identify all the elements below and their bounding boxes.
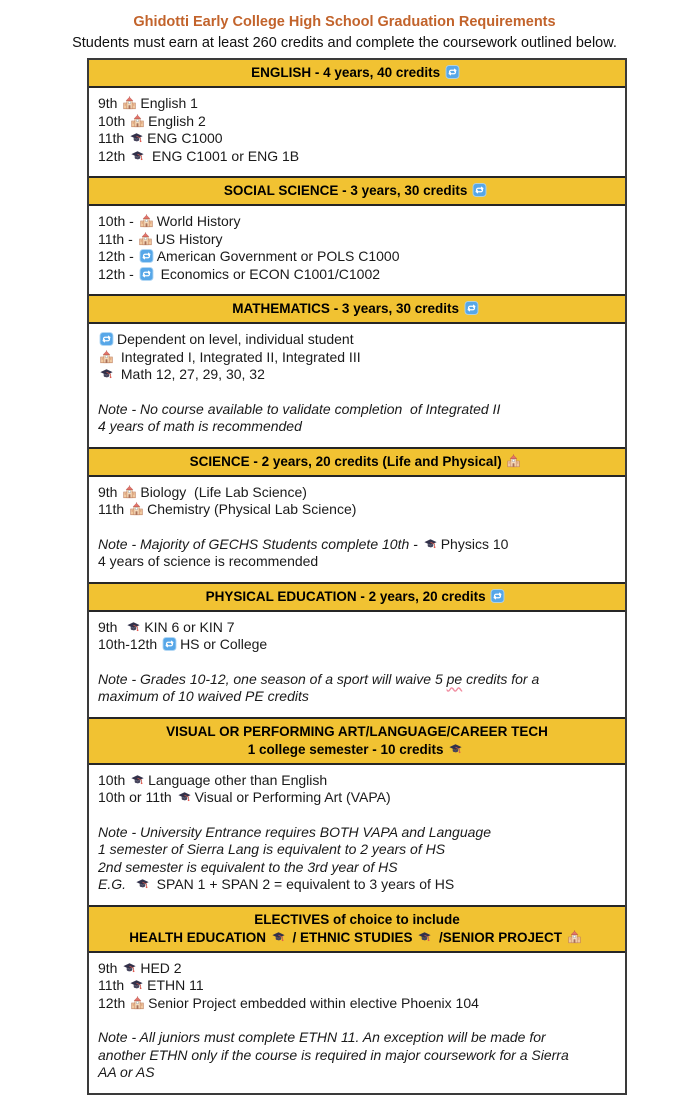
grad-cap-icon (130, 149, 145, 163)
text-segment: SOCIAL SCIENCE - 3 years, 30 credits (223, 183, 472, 198)
section-header-english (89, 60, 625, 88)
course-line (98, 95, 617, 113)
grad-cap-icon (126, 620, 141, 634)
text-segment: HS or College (180, 636, 268, 652)
grad-cap-icon (271, 930, 286, 944)
course-line (98, 484, 617, 502)
text-segment: HEALTH EDUCATION (129, 929, 270, 945)
header-line (93, 300, 621, 318)
repeat-icon (445, 65, 460, 79)
section-body-electives (89, 953, 625, 1093)
text-segment: Language other than English (148, 771, 328, 788)
course-line (98, 213, 617, 231)
text-segment: another ETHN only if the course is required in major coursework for a Sierra (98, 1046, 569, 1063)
section-header-science (89, 447, 625, 477)
course-line (98, 789, 617, 807)
school-icon (129, 502, 144, 516)
course-line (98, 113, 617, 131)
text-segment: 11th (98, 501, 129, 517)
text-segment: AA or AS (98, 1064, 155, 1080)
note-line (98, 553, 617, 571)
text-segment: 10th - (98, 213, 138, 229)
course-line (98, 266, 617, 284)
course-line (98, 501, 617, 519)
header-line (93, 588, 621, 606)
section-body-vapa-language-career-tech (89, 765, 625, 905)
note-line (98, 841, 617, 859)
text-segment: US History (155, 230, 223, 247)
text-segment: English 1 (140, 95, 198, 111)
header-line (93, 911, 621, 929)
course-line (98, 772, 617, 790)
text-segment: PHYSICAL EDUCATION - 2 years, 20 credits (205, 588, 490, 604)
text-segment: pe (446, 670, 463, 687)
grad-cap-icon (130, 773, 145, 787)
school-icon (139, 214, 154, 228)
school-icon (99, 350, 114, 364)
header-line (93, 64, 621, 82)
text-segment: ETHN 11 (147, 977, 204, 993)
text-segment: English 2 (148, 112, 206, 129)
text-segment: ENGLISH - 4 years, 40 credits (251, 65, 444, 80)
header-line (93, 453, 621, 471)
course-line (98, 331, 617, 349)
course-line (98, 619, 617, 637)
repeat-icon (490, 589, 505, 603)
text-segment: / ETHNIC STUDIES (288, 929, 417, 945)
repeat-icon (99, 332, 114, 346)
page-subtitle: Students must earn at least 260 credits and complete the coursework outlined below. (72, 35, 617, 51)
text-segment: SCIENCE - 2 years, 20 credits (Life and Physical) (189, 453, 506, 469)
text-segment: 4 years of science is recommended (98, 553, 319, 569)
grad-cap-icon (423, 537, 438, 551)
note-line (98, 671, 617, 689)
section-body-english (89, 88, 625, 176)
header-line (93, 182, 621, 200)
text-segment: 10th or 11th (98, 789, 176, 805)
section-notes-science (98, 536, 617, 571)
school-icon (130, 996, 145, 1010)
text-segment: 12th (98, 994, 130, 1011)
header-line (93, 741, 621, 759)
text-segment: MATHEMATICS - 3 years, 30 credits (232, 301, 463, 316)
requirements-table (87, 58, 627, 1095)
text-segment: 10th (98, 112, 130, 129)
text-segment: Physics 10 (440, 535, 509, 552)
note-line (98, 824, 617, 842)
course-line (98, 995, 617, 1013)
text-segment: 10th (98, 771, 130, 788)
text-segment: 2nd semester is equivalent to the 3rd year of HS (98, 858, 398, 875)
school-icon (130, 114, 145, 128)
course-line (98, 636, 617, 654)
text-segment: Note - No course available to validate completion of Integrated II (98, 400, 501, 417)
text-segment: Biology (Life Lab Science) (140, 483, 307, 500)
course-line (98, 960, 617, 978)
note-line (98, 418, 617, 436)
text-segment: VISUAL OR PERFORMING ART/LANGUAGE/CAREER TECH (166, 723, 548, 739)
text-segment: KIN 6 or KIN 7 (144, 618, 235, 635)
text-segment: Note - All juniors must complete ETHN 11. An exception will be made for (98, 1029, 546, 1045)
text-segment: 12th (98, 147, 130, 164)
note-line (98, 536, 617, 554)
text-segment: 10th-12th (98, 636, 162, 652)
grad-cap-icon (99, 367, 114, 381)
section-body-mathematics (89, 324, 625, 447)
school-icon (506, 454, 521, 468)
course-line (98, 349, 617, 367)
section-science (89, 447, 625, 582)
section-header-physical-education (89, 582, 625, 612)
grad-cap-icon (177, 790, 192, 804)
text-segment: 12th - (98, 265, 138, 282)
section-notes-vapa-language-career-tech (98, 824, 617, 894)
text-segment: Note - Majority of GECHS Students complete 10th - (98, 535, 422, 552)
repeat-icon (139, 267, 154, 281)
text-segment: Senior Project embedded within elective Phoenix 104 (148, 994, 479, 1011)
text-segment: 1 semester of Sierra Lang is equivalent to 2 years of HS (98, 841, 446, 857)
text-segment: 9th (98, 95, 122, 111)
course-line (98, 148, 617, 166)
section-body-physical-education (89, 612, 625, 717)
text-segment: Chemistry (Physical Lab Science) (147, 501, 357, 517)
text-segment: 4 years of math is recommended (98, 418, 302, 434)
grad-cap-icon (122, 961, 137, 975)
text-segment: credits for a (462, 670, 540, 687)
header-line (93, 723, 621, 741)
grad-cap-icon (129, 978, 144, 992)
section-header-vapa-language-career-tech (89, 717, 625, 765)
course-line (98, 366, 617, 384)
page-title: Ghidotti Early College High School Graduation Requirements (133, 14, 556, 30)
note-line (98, 688, 617, 706)
text-segment: Note - University Entrance requires BOTH VAPA and Language (98, 823, 491, 840)
section-notes-electives (98, 1029, 617, 1082)
note-line (98, 876, 617, 894)
text-segment: maximum of 10 waived PE credits (98, 688, 309, 704)
text-segment: 11th (98, 977, 129, 993)
repeat-icon (464, 301, 479, 315)
repeat-icon (162, 637, 177, 651)
school-icon (122, 485, 137, 499)
section-english (89, 60, 625, 176)
grad-cap-icon (129, 131, 144, 145)
section-vapa-language-career-tech (89, 717, 625, 905)
text-segment: 11th - (98, 230, 137, 247)
section-electives (89, 905, 625, 1093)
repeat-icon (472, 183, 487, 197)
grad-cap-icon (448, 742, 463, 756)
section-header-social-science (89, 176, 625, 206)
note-line (98, 401, 617, 419)
text-segment: /SENIOR PROJECT (435, 929, 566, 945)
header-line (93, 929, 621, 947)
section-physical-education (89, 582, 625, 717)
text-segment: 11th (98, 130, 129, 146)
grad-cap-icon (417, 930, 432, 944)
text-segment: Integrated I, Integrated II, Integrated III (117, 348, 361, 365)
text-segment: ENG C1001 or ENG 1B (148, 147, 300, 164)
section-notes-mathematics (98, 401, 617, 436)
section-social-science (89, 176, 625, 294)
section-header-electives (89, 905, 625, 953)
course-line (98, 130, 617, 148)
text-segment: 1 college semester - 10 credits (247, 741, 448, 757)
text-segment: 9th (98, 483, 122, 500)
note-line (98, 1029, 617, 1047)
text-segment: E.G. (98, 876, 134, 892)
text-segment: Economics or ECON C1001/C1002 (156, 265, 381, 282)
section-notes-physical-education (98, 671, 617, 706)
text-segment: 9th (98, 959, 122, 976)
text-segment: American Government or POLS C1000 (156, 248, 400, 264)
school-icon (138, 232, 153, 246)
grad-cap-icon (135, 877, 150, 891)
text-segment: Math 12, 27, 29, 30, 32 (117, 366, 265, 382)
text-segment: ENG C1000 (147, 130, 223, 146)
text-segment: HED 2 (140, 959, 182, 976)
school-icon (122, 96, 137, 110)
text-segment: World History (156, 213, 241, 229)
section-mathematics (89, 294, 625, 447)
text-segment: ELECTIVES of choice to include (254, 911, 460, 927)
course-line (98, 248, 617, 266)
text-segment: 12th - (98, 248, 138, 264)
note-line (98, 859, 617, 877)
text-segment: SPAN 1 + SPAN 2 = equivalent to 3 years of HS (152, 876, 455, 892)
text-segment: Visual or Performing Art (VAPA) (194, 789, 391, 805)
text-segment: Note - Grades 10-12, one season of a sport will waive 5 (98, 670, 447, 687)
note-line (98, 1047, 617, 1065)
section-body-social-science (89, 206, 625, 294)
text-segment: 9th (98, 618, 126, 635)
school-icon (567, 930, 582, 944)
course-line (98, 231, 617, 249)
text-segment: Dependent on level, individual student (117, 331, 354, 347)
course-line (98, 977, 617, 995)
note-line (98, 1064, 617, 1082)
section-body-science (89, 477, 625, 582)
repeat-icon (139, 249, 154, 263)
section-header-mathematics (89, 294, 625, 324)
